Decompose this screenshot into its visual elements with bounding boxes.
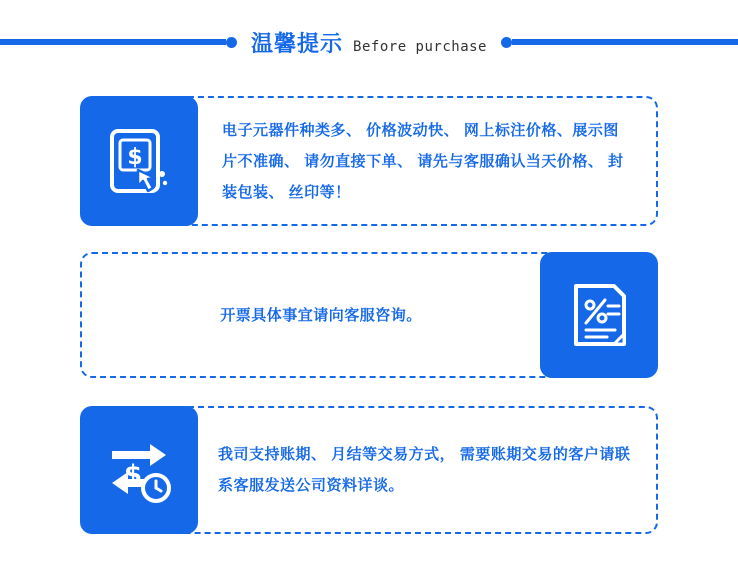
header-rule-left [0, 39, 226, 45]
payment-terms-clock-icon [80, 406, 198, 534]
svg-text:$: $ [127, 145, 143, 170]
price-tag-touch-icon [80, 96, 198, 226]
page-title [237, 27, 501, 58]
notice-block-3 [80, 406, 658, 534]
notice-text-2: 开票具体事宜请向客服咨询。 [220, 306, 422, 324]
invoice-percent-icon [540, 252, 658, 378]
section-header [0, 22, 738, 62]
notice-block-1 [80, 96, 658, 226]
header-dot-right [501, 37, 512, 48]
page-title-en: Before purchase [353, 38, 487, 55]
notice-text-box-1 [176, 96, 658, 226]
notice-text-box-3 [176, 406, 658, 534]
header-rule-right [512, 39, 738, 45]
notice-text-1: 电子元器件种类多、 价格波动快、 网上标注价格、展示图片不准确、 请勿直接下单、 请先与客服确认当天价格、 封装包装、 丝印等！ [222, 121, 624, 201]
notice-text-box-2 [80, 252, 562, 378]
header-dot-left [226, 37, 237, 48]
page-title-cn: 温馨提示 [251, 30, 344, 56]
svg-text:$: $ [123, 460, 143, 490]
notice-text-3: 我司支持账期、 月结等交易方式， 需要账期交易的客户请联系客服发送公司资料详谈。 [218, 446, 631, 494]
notice-block-2 [80, 252, 658, 378]
